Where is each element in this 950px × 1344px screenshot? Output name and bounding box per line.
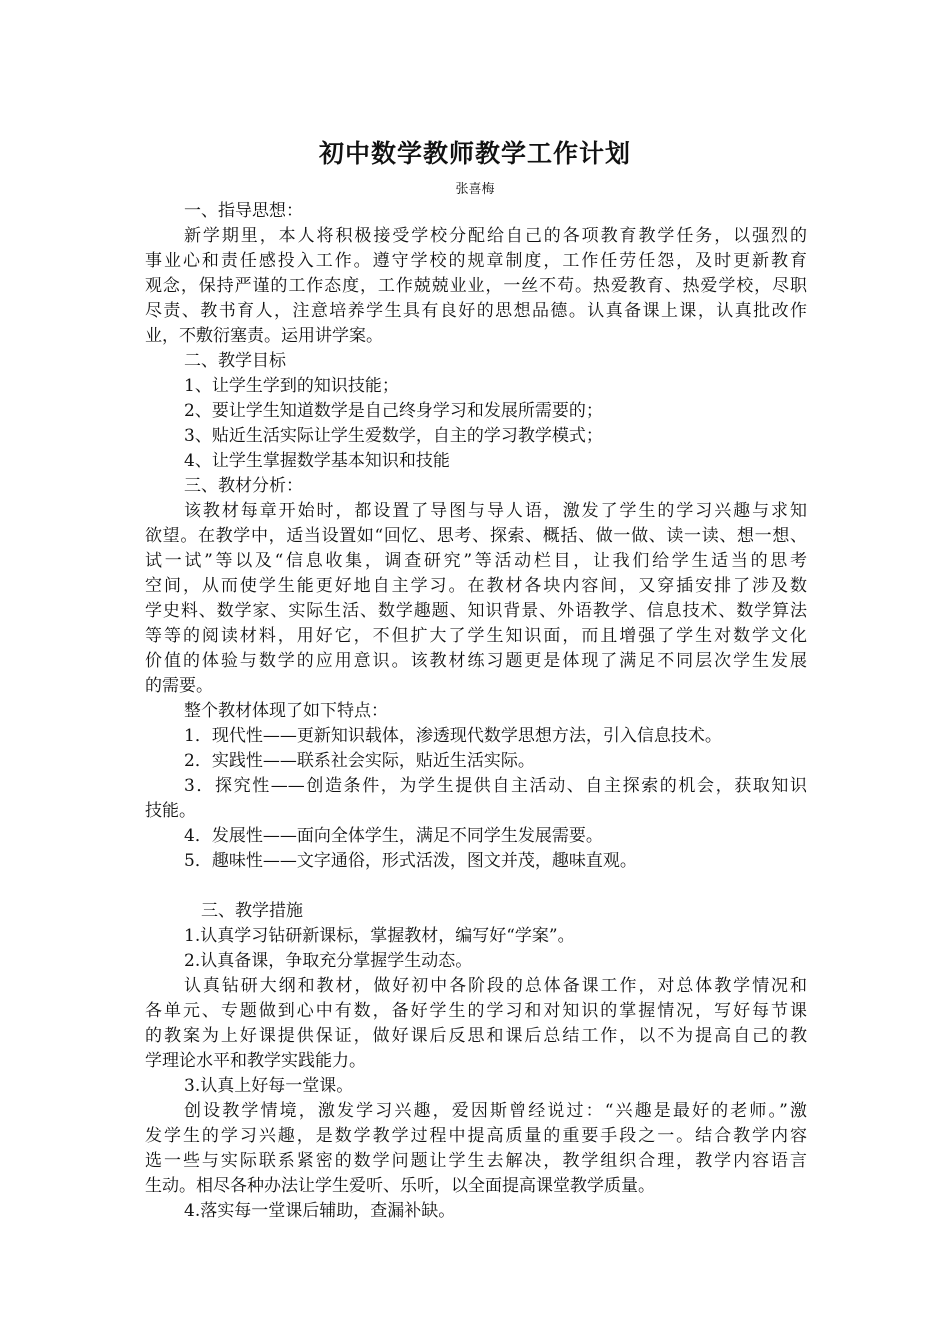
body-line: 3、贴近生活实际让学生爱数学，自主的学习教学模式；: [184, 426, 603, 446]
body-line: 2．实践性——联系社会实际，贴近生活实际。: [184, 751, 535, 771]
body-line: 三、教学措施: [201, 901, 303, 921]
body-line: 3.认真上好每一堂课。: [184, 1076, 354, 1096]
body-line: 4．发展性——面向全体学生，满足不同学生发展需要。: [184, 826, 603, 846]
body-line: 新学期里，本人将积极接受学校分配给自己的各项教育教学任务，以强烈的: [184, 226, 807, 246]
body-line: 创设教学情境，激发学习兴趣，爱因斯曾经说过：“兴趣是最好的老师。”激: [184, 1101, 807, 1121]
body-line: 尽责、教书育人，注意培养学生具有良好的思想品德。认真备课上课，认真批改作: [145, 301, 807, 321]
body-line: 技能。: [145, 801, 196, 821]
body-line: 5．趣味性——文字通俗，形式活泼，图文并茂，趣味直观。: [184, 851, 637, 871]
body-line: 学史料、数学家、实际生活、数学趣题、知识背景、外语教学、信息技术、数学算法: [145, 601, 807, 621]
body-line: 1、让学生学到的知识技能；: [184, 376, 399, 396]
body-line: 生动。相尽各种办法让学生爱听、乐听，以全面提高课堂教学质量。: [145, 1176, 655, 1196]
body-line: 4.落实每一堂课后辅助，查漏补缺。: [184, 1201, 456, 1221]
body-line: 价值的体验与数学的应用意识。该教材练习题更是体现了满足不同层次学生发展: [145, 651, 807, 671]
body-line: 该教材每章开始时，都设置了导图与导人语，激发了学生的学习兴趣与求知: [184, 501, 807, 521]
body-line: 4、让学生掌握数学基本知识和技能: [184, 451, 450, 471]
body-line: 发学生的学习兴趣，是数学教学过程中提高质量的重要手段之一。结合教学内容: [145, 1126, 807, 1146]
body-line: 空间，从而使学生能更好地自主学习。在教材各块内容间，又穿插安排了涉及数: [145, 576, 807, 596]
body-line: 试一试”等以及“信息收集，调查研究”等活动栏目，让我们给学生适当的思考: [145, 551, 807, 571]
body-line: 整个教材体现了如下特点：: [184, 701, 388, 721]
body-line: 1.认真学习钻研新课标，掌握教材，编写好“学案”。: [184, 926, 575, 946]
body-line: 的教案为上好课提供保证，做好课后反思和课后总结工作，以不为提高自己的教: [145, 1026, 807, 1046]
body-line: 认真钻研大纲和教材，做好初中各阶段的总体备课工作，对总体教学情况和: [184, 976, 807, 996]
body-line: 1．现代性——更新知识载体，渗透现代数学思想方法，引入信息技术。: [184, 726, 722, 746]
body-line: 业，不敷衍塞责。运用讲学案。: [145, 326, 383, 346]
body-line: 事业心和责任感投入工作。遵守学校的规章制度，工作任劳任怨，及时更新教育: [145, 251, 807, 271]
body-line: 2.认真备课，争取充分掌握学生动态。: [184, 951, 473, 971]
body-line: 二、教学目标: [184, 351, 286, 371]
document-title: 初中数学教师教学工作计划: [318, 139, 631, 168]
body-line: 观念，保持严谨的工作态度，工作兢兢业业，一丝不苟。热爱教育、热爱学校，尽职: [145, 276, 807, 296]
body-line: 学理论水平和教学实践能力。: [145, 1051, 366, 1071]
body-line: 欲望。在教学中，适当设置如“回忆、思考、探索、概括、做一做、读一读、想一想、: [145, 526, 807, 546]
document-author: 张喜梅: [455, 182, 495, 197]
body-line: 3．探究性——创造条件，为学生提供自主活动、自主探索的机会，获取知识: [184, 776, 807, 796]
body-line: 一、指导思想：: [184, 201, 303, 221]
body-line: 选一些与实际联系紧密的数学问题让学生去解决，教学组织合理，教学内容语言: [145, 1151, 807, 1171]
body-line: 等等的阅读材料，用好它，不但扩大了学生知识面，而且增强了学生对数学文化: [145, 626, 807, 646]
body-line: 各单元、专题做到心中有数，备好学生的学习和对知识的掌握情况，写好每节课: [145, 1001, 807, 1021]
body-line: 的需要。: [145, 676, 213, 696]
body-line: 三、教材分析：: [184, 476, 303, 496]
body-line: 2、要让学生知道数学是自己终身学习和发展所需要的；: [184, 401, 603, 421]
